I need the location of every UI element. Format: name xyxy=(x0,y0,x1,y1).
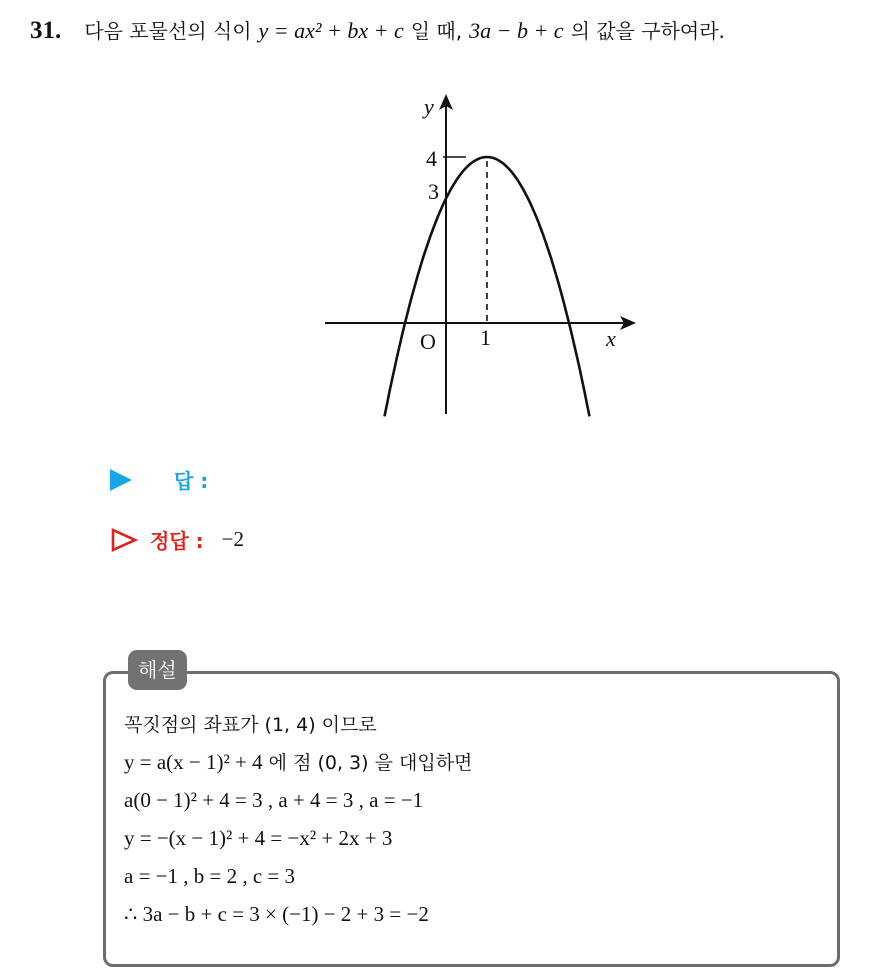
solution-line: y = a(x − 1)² + 4 에 점 (0, 3) 을 대입하면 xyxy=(124,750,473,774)
question-text-before: 다음 포물선의 식이 xyxy=(84,19,252,43)
solution-line: a(0 − 1)² + 4 = 3 , a + 4 = 3 , a = −1 xyxy=(124,788,424,812)
question-number: 31. xyxy=(30,17,62,44)
question-text-after: 의 값을 구하여라. xyxy=(570,19,725,43)
solution-tab: 해설 xyxy=(128,650,187,690)
answer-row xyxy=(110,465,208,494)
y-tick-label-3: 3 xyxy=(428,179,439,204)
x-axis-label: x xyxy=(606,326,616,351)
question-equation: y = ax² + bx + c xyxy=(258,18,404,43)
x-tick-label-1: 1 xyxy=(480,325,491,350)
correct-answer-label: 정답 : xyxy=(150,529,204,553)
solution-line: a = −1 , b = 2 , c = 3 xyxy=(124,864,296,888)
play-triangle-icon xyxy=(110,469,132,491)
solution-line: ∴ 3a − b + c = 3 × (−1) − 2 + 3 = −2 xyxy=(124,902,429,926)
question xyxy=(30,14,875,49)
correct-answer-value: −2 xyxy=(221,527,244,551)
solution-line: y = −(x − 1)² + 4 = −x² + 2x + 3 xyxy=(124,826,393,850)
answer-label: 답 : xyxy=(174,469,209,493)
origin-label: O xyxy=(420,329,436,354)
correct-answer-row xyxy=(110,525,244,554)
outline-triangle-icon xyxy=(110,527,138,553)
question-text-middle: 일 때, xyxy=(410,19,463,43)
parabola-graph xyxy=(320,92,640,417)
solution-line: 꼭짓점의 좌표가 (1, 4) 이므로 xyxy=(124,714,377,736)
solution-lines xyxy=(124,705,472,933)
question-expression: 3a − b + c xyxy=(469,18,564,43)
y-tick-label-4: 4 xyxy=(426,146,437,171)
y-axis-label: y xyxy=(424,94,434,119)
